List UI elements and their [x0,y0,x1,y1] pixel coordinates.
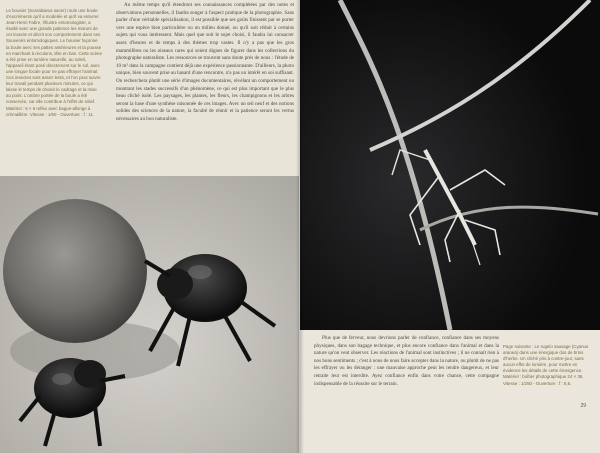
dung-ball [3,199,147,343]
stick-insect-illustration [300,0,600,330]
page-number: 29 [580,403,586,409]
book-gutter [296,0,304,453]
dung-beetle-photo [0,176,299,453]
stick-insect-photo [300,0,600,330]
right-page [300,0,600,453]
right-body-text: Plus que de ferveur, nous devrions parler de confiance, confiance dans ses moyens physiques, dans son bagage technique, et plus encore confiance dans l'animal et dans la nature qu'on veut observer. Les réactions de l'animal sont instinctives ; il ne connaît rien à nos bons sentiments ; c'est à nous de nous faire accepter dans la nature, ou plutôt de ne pas les effrayer ou les déranger : une mauvaise approche peut les rendre dangereux, et leur retraite leur est interdite. Ayez confiance enfin dans votre chance, cette compagne indispensable de la réussite sur le terrain. [314,335,499,387]
left-photo-caption: Le bousier (Scarabaeus sacer) roule une boule d'excréments qu'il a modelée et qu'il va enterrer. Jean-Henri Fabre, l'illustre entomologiste, a étudié avec une grande patience les mœurs de cet insecte et décrit son comportement dans ses Souvenirs entomologiques. Le bousier façonne la boule avec ses pattes antérieures et la pousse en marchant à reculons, tête en bas. Cette scène a été prise en lumière naturelle, au soleil, l'appareil étant posé directement sur le sol, avec une longue focale pour ne pas effrayer l'animal. Ces insectes sont assez lents, et l'on peut suivre leur travail pendant plusieurs minutes, ce qui laisse le temps de choisir le cadrage et la mise au point. L'ombre portée de la boule a été conservée, car elle contribue à l'effet de relief. Matériel : 6 × 6 reflex avec bague-allonge à crémaillère. Vitesse : 1/60 - Ouverture : f : 11. [6,8,102,117]
left-body-text: Au même temps qu'il étendront ses connaissances complétées par des notes et observations personnelles, il faudra songer à l'aspect pratique de la photographie. Sans parler d'une véritable spécialisation, il est possible que ses goûts finissent par se porter vers une espèce bien particulière ou un milieu donné, ou qu'il soit réduit à certains sujets qui vous intéressent. Mais quel que soit le sujet choisi, il faudra lui consacrer assez d'heures et de temps à des thèmes trop vastes. Il n'y a pas que les gros mammifères ou les oiseaux rares qui soient dignes de figurer dans les collections du photographe naturaliste. Les ressources se trouvent sans doute près de nous : l'étude de 10 m² dans la campagne contient déjà une expérience passionnante. D'ailleurs, la photo unique, bien souvent prise au hasard d'une rencontre, n'a pas un intérêt en soi suffisant. On recherchera plutôt une série d'images documentaires, révélant un comportement ou montrant les stades successifs d'un phénomène, ce qui est plus important que le plus beau cliché isolé. Les paysages, les plantes, les fleurs, les champignons et les arbres seront la base d'une synthèse raisonnée de ces images. Avec un œil neuf et des notions solides des sciences de la nature, la faculté de réunir et la patience seront les vertus nécessaires au bon naturaliste. [116,2,294,122]
dung-beetle-illustration [0,176,299,453]
right-photo-caption: Page suivante : Le rugelo sauvage (Cyanus aranea) dans une énergique dos de brins d'herbe. Un cliché pris à contre-jour, sans aucun effet de lumière, pour mettre en évidence les détails de cette émergence. Matériel : boîtier photographique 24 × 36. Vitesse : 1/250 - Ouverture : f : 5,6. [503,344,589,386]
